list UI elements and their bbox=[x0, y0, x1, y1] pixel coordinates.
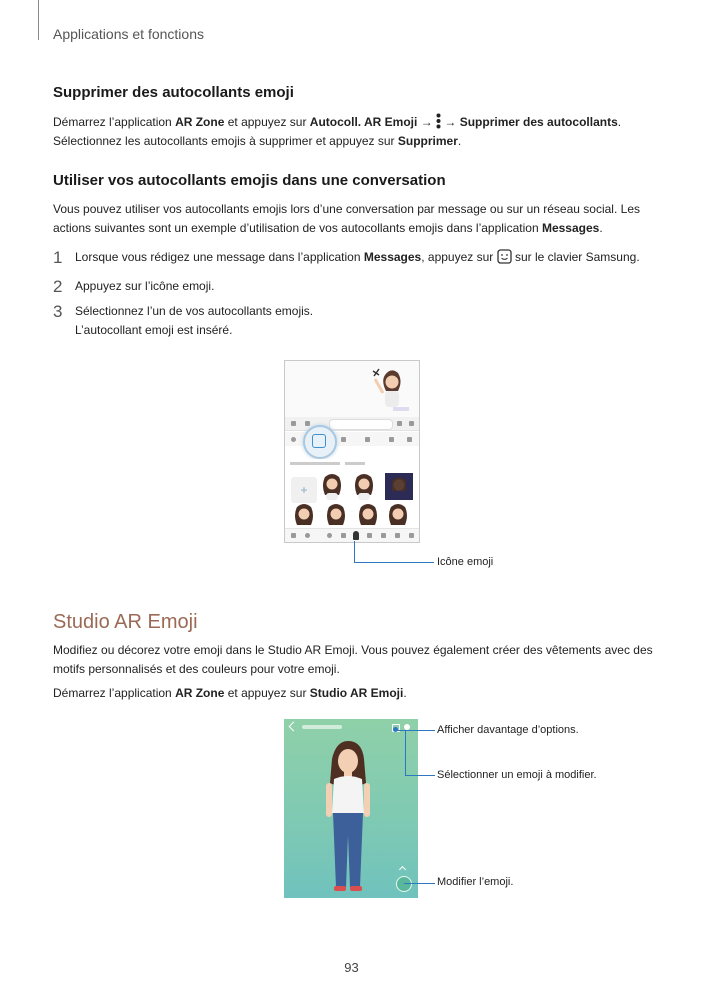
sticker-category-tabs bbox=[285, 459, 419, 468]
callout-line-edit bbox=[404, 883, 435, 884]
chevron-up-icon[interactable] bbox=[399, 866, 406, 873]
add-sticker-cell[interactable]: + bbox=[291, 477, 317, 503]
keyboard-screenshot bbox=[284, 360, 420, 543]
back-arrow-icon[interactable] bbox=[289, 722, 299, 732]
callout-more-options: Afficher davantage d’options. bbox=[437, 724, 579, 736]
chapter-rule bbox=[38, 0, 39, 40]
callout-select-emoji: Sélectionner un emoji à modifier. bbox=[437, 769, 597, 781]
step-1: 1 Lorsque vous rédigez une message dans l’application Messages, appuyez sur sur le clavier Samsung. bbox=[53, 248, 640, 270]
section-title-remove: Supprimer des autocollants emoji bbox=[53, 84, 294, 101]
more-vertical-icon bbox=[436, 113, 441, 127]
sticker-grid bbox=[285, 471, 419, 529]
sent-sticker bbox=[371, 365, 413, 413]
edit-emoji-button[interactable] bbox=[396, 876, 412, 892]
remove-paragraph: Démarrez l’application AR Zone et appuyez sur Autocoll. AR Emoji → → Supprimer des autocollants. Sélectionnez les autocollants emojis à supprimer et appuyez sur Supprimer. bbox=[53, 115, 622, 148]
emoji-icon[interactable] bbox=[353, 531, 359, 540]
studio-paragraph-1: Modifiez ou décorez votre emoji dans le Studio AR Emoji. Vous pouvez également créer des vêtements avec des motifs personnalisés et des couleurs pour votre emoji. bbox=[53, 643, 653, 676]
sticker-button-highlight[interactable] bbox=[303, 425, 337, 459]
step-3-result: L’autocollant emoji est inséré. bbox=[75, 323, 233, 337]
callout-emoji-icon: Icône emoji bbox=[437, 556, 494, 568]
screen-title-placeholder bbox=[302, 725, 342, 729]
callout-line-more-options bbox=[395, 730, 435, 731]
sticker-bottom-bar bbox=[285, 528, 419, 543]
message-input-bar bbox=[285, 417, 419, 431]
callout-edit-emoji: Modifier l’emoji. bbox=[437, 876, 514, 888]
step-3: 3 Sélectionnez l’un de vos autocollants emojis. L’autocollant emoji est inséré. bbox=[53, 302, 313, 340]
conversation-area bbox=[285, 361, 419, 417]
page-number: 93 bbox=[344, 960, 359, 975]
callout-line-select-vertical bbox=[405, 730, 406, 775]
callout-line-emoji-vertical bbox=[354, 541, 355, 563]
chapter-title: Applications et fonctions bbox=[53, 26, 204, 42]
step-2: 2 Appuyez sur l’icône emoji. bbox=[53, 277, 215, 296]
studio-screenshot bbox=[284, 719, 418, 898]
avatar-figure bbox=[318, 739, 378, 895]
use-intro: Vous pouvez utiliser vos autocollants emojis lors d’une conversation par message ou sur un réseau social. Les actions suivantes sont un exemple d’utilisation de vos autocollants emojis dans l’application Messages. bbox=[53, 202, 640, 235]
section-title-use: Utiliser vos autocollants emojis dans une conversation bbox=[53, 172, 446, 189]
sticker-icon bbox=[497, 249, 512, 270]
callout-line-select-horizontal bbox=[405, 775, 435, 776]
section-title-studio: Studio AR Emoji bbox=[53, 611, 198, 633]
callout-dot-more-options bbox=[393, 727, 398, 732]
callout-line-emoji-horizontal bbox=[354, 562, 434, 563]
studio-paragraph-2: Démarrez l’application AR Zone et appuyez sur Studio AR Emoji. bbox=[53, 686, 407, 700]
